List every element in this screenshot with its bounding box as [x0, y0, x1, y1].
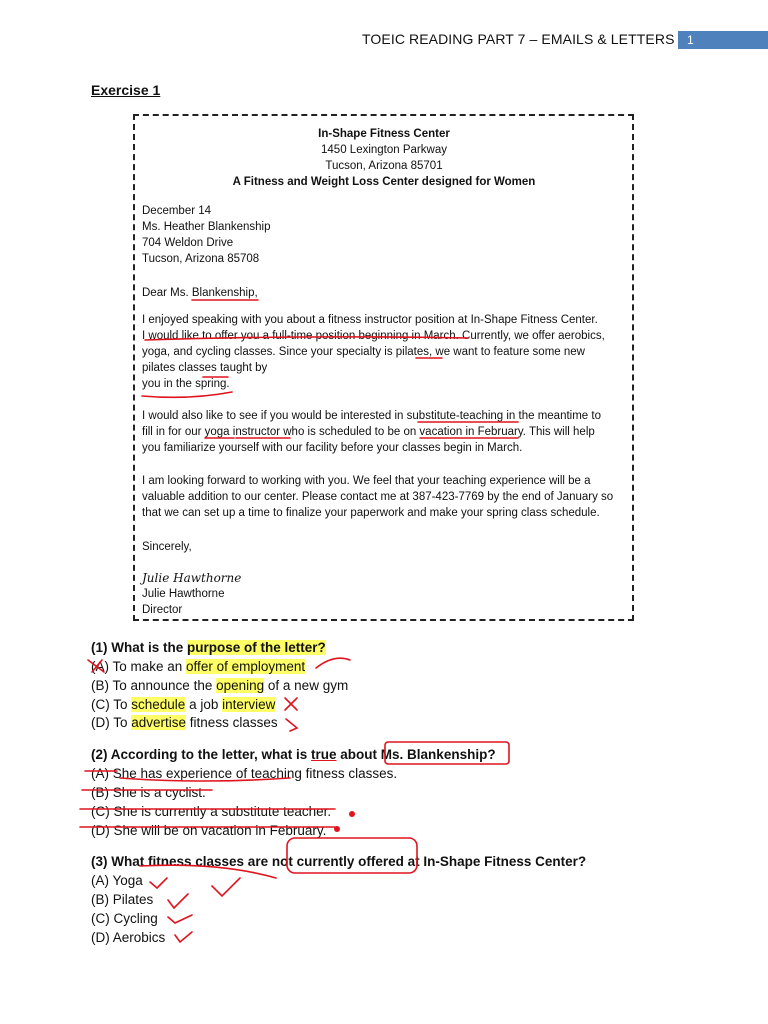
recipient-street: 704 Weldon Drive	[142, 237, 234, 249]
p1-line: you in the spring.	[142, 378, 230, 390]
question-2-true: true	[311, 747, 337, 762]
q1-option-b	[91, 676, 348, 695]
q1-b-prefix: (B) To announce the	[91, 678, 217, 693]
p2-line: you familiarize yourself with our facility before your classes begin in March.	[142, 442, 523, 454]
letter-address-block	[142, 203, 626, 267]
letter-paragraph-3	[142, 473, 626, 521]
p3-line: valuable addition to our center. Please contact me at 387-423-7769 by the end of January so	[142, 491, 614, 503]
q1-option-d	[91, 713, 278, 732]
page-number-badge: 1	[678, 31, 768, 49]
p3-line: I am looking forward to working with you. We feel that your teaching experience will be a	[142, 475, 591, 487]
dot-mark	[349, 811, 355, 817]
question-2-mid: about	[336, 747, 381, 762]
signer-title: Director	[142, 604, 183, 616]
recipient-city: Tucson, Arizona 85708	[142, 253, 260, 265]
q1-option-a	[91, 657, 305, 676]
letter-address-2: Tucson, Arizona 85701	[325, 160, 443, 172]
p1-line: I enjoyed speaking with you about a fitness instructor position at In-Shape Fitness Center.	[142, 314, 598, 326]
letter-closing: Sincerely,	[142, 541, 192, 553]
question-2-name: Ms. Blankenship?	[380, 747, 496, 762]
p1-line: I would like to offer you a full-time position beginning in March. Currently, we offer aerobics,	[142, 330, 605, 342]
q1-a-highlight: offer of employment	[186, 659, 306, 674]
cross-mark-c	[285, 698, 297, 710]
q1-d-prefix: (D) To	[91, 715, 132, 730]
signer-block	[142, 586, 626, 618]
p2-line: fill in for our yoga instructor who is scheduled to be on vacation in February. This will help	[142, 426, 595, 438]
letter-org: In-Shape Fitness Center	[318, 128, 450, 140]
q1-c-highlight-1: schedule	[131, 697, 186, 712]
check-mark-pilates	[168, 894, 188, 908]
q1-c-highlight-2: interview	[222, 697, 276, 712]
q1-b-suffix: of a new gym	[264, 678, 349, 693]
q1-d-suffix: fitness classes	[186, 715, 278, 730]
letter-tagline: A Fitness and Weight Loss Center designed for Women	[232, 176, 536, 188]
signer-name: Julie Hawthorne	[142, 588, 225, 600]
check-mark-cycling	[168, 915, 192, 923]
p1-line: pilates classes taught by	[142, 362, 268, 374]
exercise-title: Exercise 1	[91, 82, 161, 98]
question-1	[91, 638, 326, 657]
handwritten-signature: Julie Hawthorne	[142, 571, 242, 585]
q1-a-prefix: (A) To make an	[91, 659, 187, 674]
letter-paragraph-1	[142, 312, 626, 392]
p2-line: I would also like to see if you would be interested in substitute-teaching in the meantime to	[142, 410, 601, 422]
q1-d-highlight: advertise	[131, 715, 187, 730]
question-3: (3) What fitness classes are not currently offered at In-Shape Fitness Center?	[91, 854, 587, 869]
q3-option-d: (D) Aerobics	[91, 930, 166, 945]
check-mark-aerobics	[175, 932, 192, 942]
letter-paragraph-2	[142, 408, 626, 456]
page-header-title: TOEIC READING PART 7 – EMAILS & LETTERS	[362, 31, 675, 47]
cross-mark-d	[286, 719, 297, 731]
p1-line: yoga, and cycling classes. Since your specialty is pilates, we want to feature some new	[142, 346, 585, 358]
q1-c-mid: a job	[185, 697, 223, 712]
q2-option-a: (A) She has experience of teaching fitness classes.	[91, 766, 398, 781]
q2-option-c: (C) She is currently a substitute teacher.	[91, 804, 332, 819]
q1-c-prefix: (C) To	[91, 697, 132, 712]
question-2-prefix: (2) According to the letter, what is	[91, 747, 312, 762]
letter-address-1: 1450 Lexington Parkway	[321, 144, 447, 156]
q3-option-b: (B) Pilates	[91, 892, 154, 907]
check-mark-yoga	[150, 878, 167, 888]
q2-option-b: (B) She is a cyclist.	[91, 785, 206, 800]
question-1-prefix: (1) What is the	[91, 640, 188, 655]
q1-b-highlight: opening	[216, 678, 265, 693]
letter-date: December 14	[142, 205, 212, 217]
question-2	[91, 745, 496, 764]
q3-option-c: (C) Cycling	[91, 911, 158, 926]
question-1-highlight: purpose of the letter?	[187, 640, 326, 655]
q1-option-c	[91, 695, 275, 714]
letter-salutation: Dear Ms. Blankenship,	[142, 287, 258, 299]
recipient-name: Ms. Heather Blankenship	[142, 221, 271, 233]
q2-option-d: (D) She will be on vacation in February.	[91, 823, 327, 838]
dot-mark	[334, 826, 340, 832]
q3-option-a: (A) Yoga	[91, 873, 143, 888]
check-mark-yoga-2	[212, 878, 240, 896]
letter-header	[142, 126, 626, 190]
p3-line: that we can set up a time to finalize your paperwork and make your spring class schedule.	[142, 507, 600, 519]
check-mark-a	[316, 658, 350, 668]
